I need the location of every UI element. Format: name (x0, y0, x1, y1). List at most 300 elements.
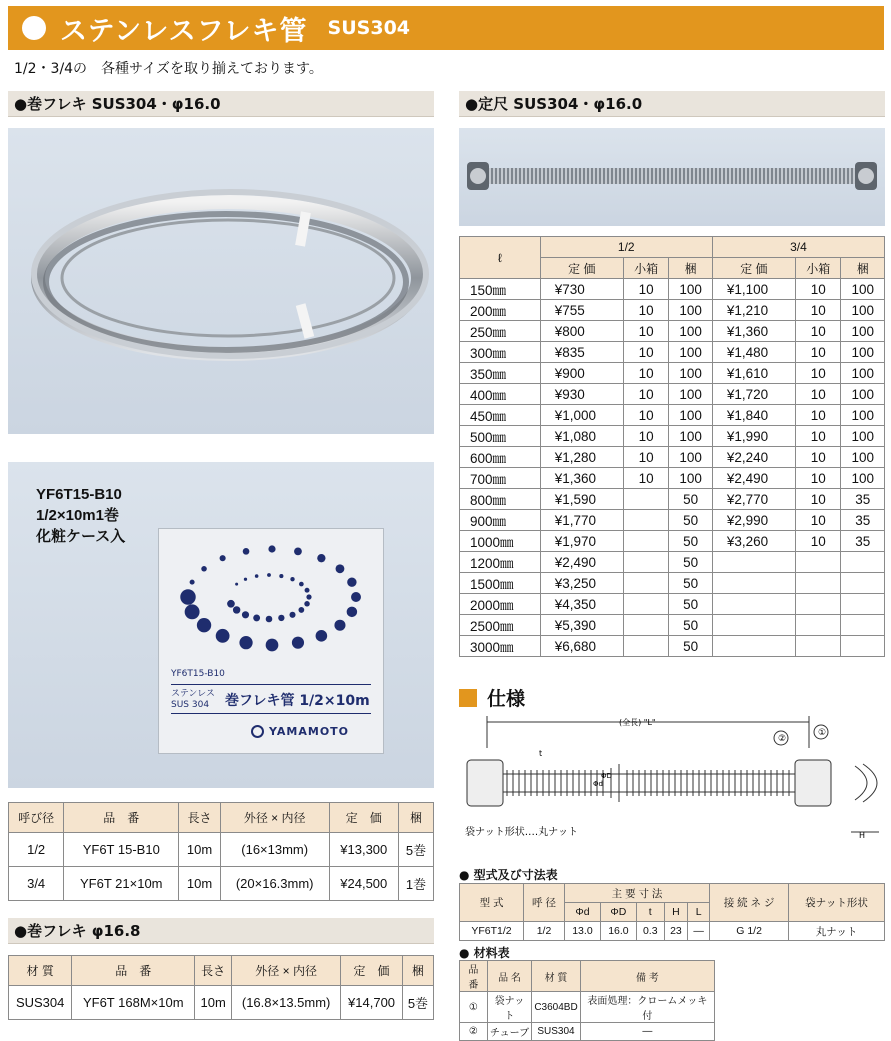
length-cell: 1200㎜ (460, 552, 541, 573)
logo-dot (253, 614, 260, 621)
logo-dot (278, 615, 284, 621)
length-cell: 200㎜ (460, 300, 541, 321)
half-box-cell: 10 (623, 321, 669, 342)
half-case-cell: 100 (669, 300, 712, 321)
logo-dot (292, 637, 304, 649)
table-cell: YF6T 168M×10m (72, 986, 195, 1020)
half-box-cell: 10 (623, 300, 669, 321)
table-row (460, 279, 885, 300)
length-cell: 900㎜ (460, 510, 541, 531)
logo-dot (244, 578, 247, 581)
length-cell: 250㎜ (460, 321, 541, 342)
column-header: 小箱 (795, 258, 841, 279)
box-brand: YAMAMOTO (269, 725, 350, 738)
dim-cell: YF6T1/2 (460, 922, 524, 941)
dim-table-label: ● 型式及び寸法表 (459, 868, 558, 882)
length-cell: 2000㎜ (460, 594, 541, 615)
dimension-table (459, 883, 885, 941)
tq-price-cell: ¥1,720 (712, 384, 795, 405)
package-model: YF6T15-B10 (36, 486, 122, 503)
length-cell: 450㎜ (460, 405, 541, 426)
table-row (460, 552, 885, 573)
length-cell: 700㎜ (460, 468, 541, 489)
column-header: 小箱 (623, 258, 669, 279)
half-price-cell: ¥800 (540, 321, 623, 342)
tq-price-cell (712, 573, 795, 594)
table-cell: ― (580, 1023, 714, 1041)
tq-box-cell (795, 636, 841, 657)
half-price-cell: ¥4,350 (540, 594, 623, 615)
logo-dot (294, 547, 302, 555)
table-cell: ② (460, 1023, 488, 1041)
column-header: 長さ (179, 803, 221, 833)
dim-model-header: 型 式 (460, 884, 524, 922)
logo-dot (316, 630, 328, 642)
table-row (460, 615, 885, 636)
half-case-cell: 50 (669, 636, 712, 657)
half-case-cell: 50 (669, 531, 712, 552)
box-divider (171, 713, 371, 714)
tq-case-cell: 35 (841, 489, 885, 510)
tq-price-cell: ¥1,480 (712, 342, 795, 363)
half-case-cell: 100 (669, 468, 712, 489)
callout-1-label: ① (818, 728, 827, 738)
half-price-cell: ¥6,680 (540, 636, 623, 657)
tq-price-cell: ¥2,990 (712, 510, 795, 531)
dim-sub-header: H (664, 903, 688, 922)
length-cell: 500㎜ (460, 426, 541, 447)
half-price-cell: ¥835 (540, 342, 623, 363)
tq-case-cell (841, 615, 885, 636)
table-cell: ① (460, 992, 488, 1023)
table-cell: 10m (195, 986, 232, 1020)
column-header: 定 価 (341, 956, 403, 986)
table-cell: 10m (179, 833, 221, 867)
half-box-cell (623, 636, 669, 657)
column-header: 梱 (669, 258, 712, 279)
tq-box-cell (795, 552, 841, 573)
tq-case-cell (841, 594, 885, 615)
logo-dot (197, 618, 211, 632)
tq-price-cell: ¥1,210 (712, 300, 795, 321)
logo-dot (347, 577, 356, 586)
tq-case-cell (841, 552, 885, 573)
logo-dot (289, 612, 295, 618)
column-header: 品 番 (72, 956, 195, 986)
table-row (9, 867, 434, 901)
half-case-cell: 50 (669, 615, 712, 636)
tq-case-cell: 100 (841, 405, 885, 426)
table-row (9, 833, 434, 867)
column-header: 長さ (195, 956, 232, 986)
table-cell: 3/4 (9, 867, 64, 901)
table-cell: (16×13mm) (220, 833, 329, 867)
logo-dot (336, 564, 345, 573)
three-quarter-header: 3/4 (712, 237, 884, 258)
length-cell: 1500㎜ (460, 573, 541, 594)
half-box-cell (623, 594, 669, 615)
tq-case-cell (841, 636, 885, 657)
tq-price-cell: ¥2,490 (712, 468, 795, 489)
length-cell: 150㎜ (460, 279, 541, 300)
tq-case-cell (841, 573, 885, 594)
D-label: ΦD (601, 772, 612, 780)
logo-dot (216, 629, 230, 643)
table-cell: SUS304 (9, 986, 72, 1020)
half-case-cell: 100 (669, 426, 712, 447)
tq-box-cell (795, 594, 841, 615)
column-header: 品 番 (460, 961, 488, 992)
table-cell: 5巻 (402, 986, 433, 1020)
half-box-cell: 10 (623, 279, 669, 300)
table-row (460, 447, 885, 468)
tq-box-cell: 10 (795, 342, 841, 363)
half-price-cell: ¥755 (540, 300, 623, 321)
dim-thread-header: 接 続 ネ ジ (710, 884, 789, 922)
tq-price-cell: ¥2,770 (712, 489, 795, 510)
logo-dot (242, 611, 249, 618)
dim-cell: 丸ナット (789, 922, 885, 941)
length-cell: 3000㎜ (460, 636, 541, 657)
half-price-cell: ¥930 (540, 384, 623, 405)
logo-dot (317, 554, 325, 562)
table-cell: (16.8×13.5mm) (232, 986, 341, 1020)
table-cell: YF6T 21×10m (64, 867, 179, 901)
tq-case-cell: 100 (841, 321, 885, 342)
column-header: 外径 × 内径 (232, 956, 341, 986)
length-cell: 1000㎜ (460, 531, 541, 552)
length-cell: 600㎜ (460, 447, 541, 468)
column-header: 呼び径 (9, 803, 64, 833)
title-banner (8, 6, 884, 50)
half-case-cell: 100 (669, 447, 712, 468)
logo-dot (233, 606, 240, 613)
spec-drawing (459, 708, 889, 848)
tq-price-cell (712, 552, 795, 573)
spec-heading-text: 仕様 (487, 688, 526, 710)
half-case-cell: 100 (669, 279, 712, 300)
logo-dot (220, 555, 226, 561)
table-cell: チューブ (487, 1023, 532, 1041)
dim-size-header: 呼 径 (524, 884, 565, 922)
table-cell: ¥14,700 (341, 986, 403, 1020)
half-price-cell: ¥1,080 (540, 426, 623, 447)
brand-logo-icon (251, 725, 264, 738)
section-coil: ●巻フレキ SUS304・φ16.0 (8, 91, 434, 117)
logo-dot (266, 616, 273, 623)
tq-case-cell: 35 (841, 510, 885, 531)
half-price-cell: ¥1,970 (540, 531, 623, 552)
table-cell: 5巻 (398, 833, 433, 867)
half-case-cell: 50 (669, 573, 712, 594)
table-cell: (20×16.3mm) (220, 867, 329, 901)
straight-photo (459, 128, 885, 226)
half-case-cell: 100 (669, 321, 712, 342)
logo-dot (306, 594, 311, 599)
table-cell: ¥13,300 (329, 833, 398, 867)
tq-price-cell (712, 615, 795, 636)
table-row (460, 636, 885, 657)
half-case-cell: 100 (669, 342, 712, 363)
table-row (9, 986, 434, 1020)
box-material-1: ステンレス (171, 689, 215, 699)
table-row (460, 300, 885, 321)
tq-case-cell: 100 (841, 300, 885, 321)
logo-dot (298, 607, 304, 613)
half-price-cell: ¥1,360 (540, 468, 623, 489)
tq-box-cell (795, 573, 841, 594)
tq-price-cell: ¥1,990 (712, 426, 795, 447)
tq-box-cell: 10 (795, 468, 841, 489)
package-desc: 1/2×10m1巻 (36, 507, 119, 524)
half-case-cell: 100 (669, 405, 712, 426)
dim-sub-header: t (636, 903, 664, 922)
half-price-cell: ¥3,250 (540, 573, 623, 594)
package-case: 化粧ケース入 (36, 528, 126, 545)
half-box-cell (623, 510, 669, 531)
column-header: 備 考 (580, 961, 714, 992)
logo-dot (255, 574, 259, 578)
box-material-2: SUS 304 (171, 700, 210, 710)
tq-box-cell: 10 (795, 426, 841, 447)
logo-dot (227, 600, 235, 608)
half-inch-header: 1/2 (540, 237, 712, 258)
overall-length-label: (全長) "L" (619, 718, 656, 727)
material-table (459, 960, 715, 1041)
half-price-cell: ¥900 (540, 363, 623, 384)
tq-price-cell: ¥3,260 (712, 531, 795, 552)
half-box-cell (623, 489, 669, 510)
price-table (459, 236, 885, 657)
dim-sub-header: Φd (564, 903, 600, 922)
box-divider (171, 684, 371, 685)
table-row (460, 321, 885, 342)
half-case-cell: 50 (669, 510, 712, 531)
tq-box-cell: 10 (795, 363, 841, 384)
logo-dot (299, 582, 304, 587)
tq-box-cell: 10 (795, 279, 841, 300)
d-label: Φd (593, 780, 603, 788)
table-row (460, 468, 885, 489)
logo-dot (266, 639, 279, 652)
half-box-cell (623, 573, 669, 594)
table-row (460, 342, 885, 363)
tq-case-cell: 100 (841, 384, 885, 405)
tq-case-cell: 100 (841, 468, 885, 489)
half-box-cell: 10 (623, 342, 669, 363)
tq-price-cell: ¥1,360 (712, 321, 795, 342)
tq-box-cell: 10 (795, 405, 841, 426)
logo-dot (243, 548, 250, 555)
half-box-cell: 10 (623, 447, 669, 468)
half-price-cell: ¥1,000 (540, 405, 623, 426)
tq-box-cell: 10 (795, 384, 841, 405)
column-header: 梱 (398, 803, 433, 833)
section-coil-168: ●巻フレキ φ16.8 (8, 918, 434, 944)
column-header: 材 質 (532, 961, 580, 992)
table-row (460, 573, 885, 594)
circle-bullet-icon (22, 16, 46, 40)
tq-box-cell: 10 (795, 321, 841, 342)
material-table-label: ● 材料表 (459, 946, 510, 960)
tq-price-cell: ¥1,840 (712, 405, 795, 426)
spec-heading (459, 684, 525, 711)
square-bullet-icon (459, 689, 477, 707)
logo-dot (351, 592, 361, 602)
box-dot-logo (159, 529, 385, 669)
tq-box-cell (795, 615, 841, 636)
table-row (460, 594, 885, 615)
column-header: 品 番 (64, 803, 179, 833)
logo-dot (185, 604, 200, 619)
coil-photo (8, 128, 434, 434)
logo-dot (305, 588, 310, 593)
dim-cell: 0.3 (636, 922, 664, 941)
tq-case-cell: 100 (841, 279, 885, 300)
dim-cell: 13.0 (564, 922, 600, 941)
dim-cell: 16.0 (600, 922, 636, 941)
half-price-cell: ¥730 (540, 279, 623, 300)
dim-main-header: 主 要 寸 法 (564, 884, 709, 903)
logo-dot (239, 636, 252, 649)
dim-sub-header: ΦD (600, 903, 636, 922)
dim-cell: 1/2 (524, 922, 565, 941)
straight-hose-image (459, 128, 885, 226)
half-price-cell: ¥1,590 (540, 489, 623, 510)
H-label: H (859, 831, 866, 840)
column-header: 材 質 (9, 956, 72, 986)
tq-case-cell: 35 (841, 531, 885, 552)
table-cell: ¥24,500 (329, 867, 398, 901)
half-price-cell: ¥2,490 (540, 552, 623, 573)
length-cell: 300㎜ (460, 342, 541, 363)
logo-dot (347, 607, 358, 618)
logo-dot (304, 601, 310, 607)
dim-sub-header: L (688, 903, 710, 922)
table-row (460, 405, 885, 426)
logo-dot (268, 545, 275, 552)
t-label: t (539, 749, 543, 758)
column-header: 品 名 (487, 961, 532, 992)
half-case-cell: 100 (669, 363, 712, 384)
half-case-cell: 50 (669, 594, 712, 615)
intro-text: 1/2・3/4の 各種サイズを取り揃えております。 (14, 61, 323, 77)
table-row (460, 510, 885, 531)
half-case-cell: 50 (669, 489, 712, 510)
page-title: ステンレスフレキ管 (60, 15, 308, 47)
section-straight: ●定尺 SUS304・φ16.0 (459, 91, 885, 117)
coil-image (8, 128, 434, 434)
table-cell: 1/2 (9, 833, 64, 867)
half-box-cell: 10 (623, 426, 669, 447)
table-cell: 10m (179, 867, 221, 901)
half-box-cell: 10 (623, 468, 669, 489)
logo-dot (279, 574, 283, 578)
length-cell: 350㎜ (460, 363, 541, 384)
logo-dot (180, 589, 195, 604)
tq-case-cell: 100 (841, 426, 885, 447)
table-row (460, 384, 885, 405)
tq-price-cell (712, 594, 795, 615)
table-cell: 表面処理：クロームメッキ付 (580, 992, 714, 1023)
table-row (460, 489, 885, 510)
dim-nut-header: 袋ナット形状 (789, 884, 885, 922)
half-box-cell (623, 615, 669, 636)
tq-price-cell (712, 636, 795, 657)
half-box-cell: 10 (623, 363, 669, 384)
tq-box-cell: 10 (795, 300, 841, 321)
tq-price-cell: ¥2,240 (712, 447, 795, 468)
half-box-cell (623, 552, 669, 573)
logo-dot (267, 573, 271, 577)
dim-cell: — (688, 922, 710, 941)
dim-cell: 23 (664, 922, 688, 941)
tq-box-cell: 10 (795, 531, 841, 552)
length-cell: 400㎜ (460, 384, 541, 405)
logo-dot (201, 566, 207, 572)
length-cell: 800㎜ (460, 489, 541, 510)
package-photo (8, 462, 434, 788)
column-header: 定 価 (540, 258, 623, 279)
tq-box-cell: 10 (795, 447, 841, 468)
box-model: YF6T15-B10 (171, 669, 225, 679)
table-row (460, 363, 885, 384)
nut-shape-note: 袋ナット形状‥‥丸ナット (465, 827, 578, 838)
package-box (158, 528, 384, 754)
coil2-table (8, 955, 434, 1020)
half-case-cell: 100 (669, 384, 712, 405)
table-cell: SUS304 (532, 1023, 580, 1041)
length-header: ℓ (460, 237, 541, 279)
dim-cell: G 1/2 (710, 922, 789, 941)
tq-price-cell: ¥1,610 (712, 363, 795, 384)
logo-dot (290, 577, 294, 581)
half-price-cell: ¥1,280 (540, 447, 623, 468)
half-box-cell: 10 (623, 405, 669, 426)
column-header: 梱 (402, 956, 433, 986)
column-header: 外径 × 内径 (220, 803, 329, 833)
table-row (460, 531, 885, 552)
length-cell: 2500㎜ (460, 615, 541, 636)
column-header: 梱 (841, 258, 885, 279)
column-header: 定 価 (712, 258, 795, 279)
page-subtitle: SUS304 (327, 17, 411, 39)
half-price-cell: ¥1,770 (540, 510, 623, 531)
tq-box-cell: 10 (795, 489, 841, 510)
logo-dot (235, 583, 238, 586)
table-cell: 袋ナット (487, 992, 532, 1023)
tq-case-cell: 100 (841, 342, 885, 363)
half-box-cell: 10 (623, 384, 669, 405)
logo-dot (334, 620, 345, 631)
logo-dot (190, 580, 195, 585)
half-box-cell (623, 531, 669, 552)
tq-case-cell: 100 (841, 447, 885, 468)
tq-price-cell: ¥1,100 (712, 279, 795, 300)
coil-table (8, 802, 434, 901)
table-cell: 1巻 (398, 867, 433, 901)
table-row (460, 992, 715, 1023)
table-row (460, 1023, 715, 1041)
column-header: 定 価 (329, 803, 398, 833)
box-name: 巻フレキ管 1/2×10m (225, 693, 370, 709)
callout-2-label: ② (778, 734, 787, 744)
table-cell: C3604BD (532, 992, 580, 1023)
tq-case-cell: 100 (841, 363, 885, 384)
half-case-cell: 50 (669, 552, 712, 573)
tq-box-cell: 10 (795, 510, 841, 531)
half-price-cell: ¥5,390 (540, 615, 623, 636)
